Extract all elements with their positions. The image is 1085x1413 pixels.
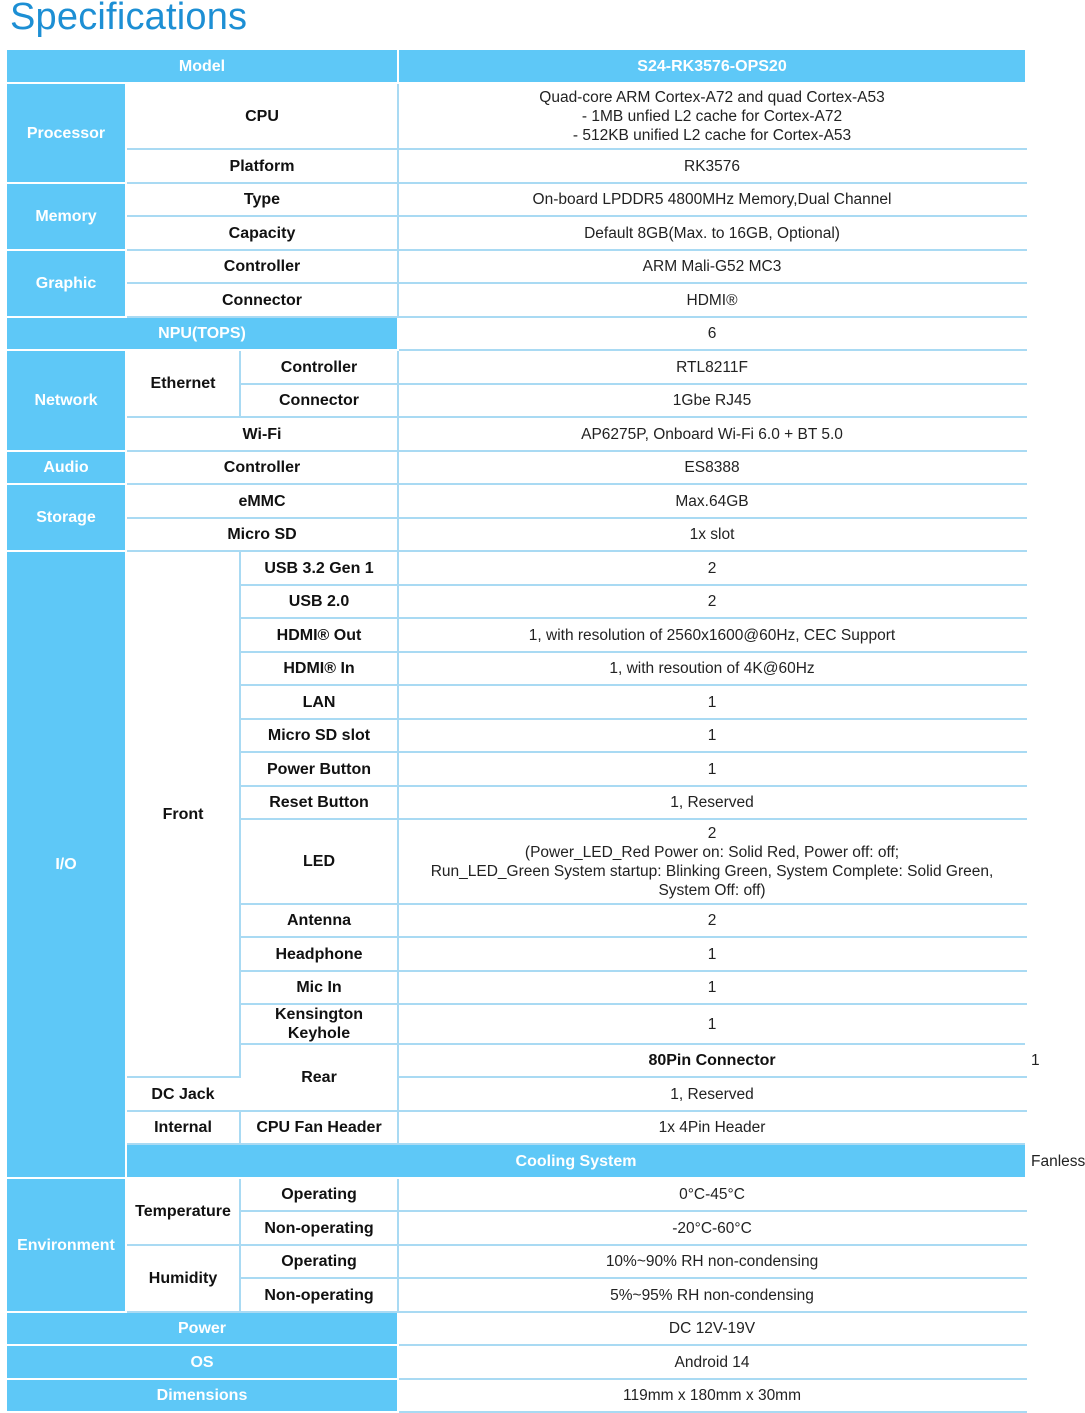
row-label-headphone: Headphone [240, 937, 398, 971]
row-value-temp-operating: 0°C-45°C [398, 1178, 1026, 1211]
row-label-hum-non-operating: Non-operating [240, 1278, 398, 1312]
cpu-line: - 1MB unfied L2 cache for Cortex-A72 [581, 107, 843, 125]
page-title: Specifications [10, 0, 248, 38]
group-processor: Processor [6, 83, 126, 183]
row-value-graphic-connector: HDMI® [398, 283, 1026, 317]
row-label-os: OS [6, 1345, 398, 1379]
row-label-memory-type: Type [126, 183, 398, 216]
row-value-usb20: 2 [398, 585, 1026, 618]
row-value-cpu [398, 83, 1026, 149]
row-value-power-button: 1 [398, 752, 1026, 786]
row-label-emmc: eMMC [126, 484, 398, 518]
table-row [6, 250, 1026, 283]
row-value-graphic-controller: ARM Mali-G52 MC3 [398, 250, 1026, 283]
row-label-temp-non-operating: Non-operating [240, 1211, 398, 1245]
row-value-temp-non-operating: -20°C-60°C [398, 1211, 1026, 1245]
group-storage: Storage [6, 484, 126, 551]
table-row [6, 1379, 1026, 1412]
row-label-graphic-connector: Connector [126, 283, 398, 317]
table-row [6, 484, 1026, 518]
row-value-dc-jack: 1, Reserved [398, 1077, 1026, 1111]
table-row [6, 1178, 1026, 1211]
row-value-led [398, 819, 1026, 904]
row-value-audio-controller: ES8388 [398, 451, 1026, 484]
table-row [6, 149, 1026, 183]
table-row [6, 417, 1026, 451]
subgroup-front: Front [126, 551, 240, 1077]
led-line: System Off: off) [658, 881, 766, 899]
row-label-mic-in: Mic In [240, 971, 398, 1004]
group-environment: Environment [6, 1178, 126, 1312]
row-value-mic-in: 1 [398, 971, 1026, 1004]
table-row [6, 283, 1026, 317]
table-row: Rear 80Pin Connector 1 [6, 1044, 1026, 1077]
row-value-sd-slot: 1 [398, 719, 1026, 752]
row-value-capacity: Default 8GB(Max. to 16GB, Optional) [398, 216, 1026, 250]
row-value-headphone: 1 [398, 937, 1026, 971]
row-value-fan: 1x 4Pin Header [398, 1111, 1026, 1144]
cpu-line: - 512KB unified L2 cache for Cortex-A53 [572, 126, 852, 144]
row-value-hum-operating: 10%~90% RH non-condensing [398, 1245, 1026, 1278]
table-row [6, 1345, 1026, 1379]
table-row [6, 83, 1026, 149]
table-row: Cooling System Fanless [6, 1144, 1026, 1178]
row-value-kensington: 1 [398, 1004, 1026, 1044]
row-value-reset-button: 1, Reserved [398, 786, 1026, 819]
row-label-usb32: USB 3.2 Gen 1 [240, 551, 398, 585]
row-label-kensington: Kensington Keyhole [240, 1004, 398, 1044]
row-label-cpu: CPU [126, 83, 398, 149]
row-label-hdmi-in: HDMI® In [240, 652, 398, 685]
row-value-memory-type: On-board LPDDR5 4800MHz Memory,Dual Channel [398, 183, 1026, 216]
table-row [6, 350, 1026, 384]
row-label-usb20: USB 2.0 [240, 585, 398, 618]
row-value-emmc: Max.64GB [398, 484, 1026, 518]
table-row [6, 451, 1026, 484]
subgroup-temperature: Temperature [126, 1178, 240, 1245]
row-value-os: Android 14 [398, 1345, 1026, 1379]
row-value-ethernet-controller: RTL8211F [398, 350, 1026, 384]
table-row [6, 1312, 1026, 1345]
group-graphic: Graphic [6, 250, 126, 317]
row-value-wifi: AP6275P, Onboard Wi-Fi 6.0 + BT 5.0 [398, 417, 1026, 451]
row-value-npu: 6 [398, 317, 1026, 350]
row-label-cooling: Cooling System [126, 1144, 1026, 1178]
row-value-lan: 1 [398, 685, 1026, 719]
row-label-ethernet-controller: Controller [240, 350, 398, 384]
row-value-hdmi-in: 1, with resoution of 4K@60Hz [398, 652, 1026, 685]
row-label-capacity: Capacity [126, 216, 398, 250]
row-label-platform: Platform [126, 149, 398, 183]
row-label-dc-jack: DC Jack [126, 1077, 240, 1111]
row-value-dimensions: 119mm x 180mm x 30mm [398, 1379, 1026, 1412]
table-header-row [6, 49, 1026, 83]
row-label-power-button: Power Button [240, 752, 398, 786]
row-label-dimensions: Dimensions [6, 1379, 398, 1412]
row-label-wifi: Wi-Fi [126, 417, 398, 451]
subgroup-ethernet: Ethernet [126, 350, 240, 417]
group-memory: Memory [6, 183, 126, 250]
row-label-antenna: Antenna [240, 904, 398, 937]
header-model-label: Model [6, 49, 398, 83]
spec-table [5, 48, 1085, 1413]
cpu-line: Quad-core ARM Cortex-A72 and quad Cortex-A53 [539, 88, 885, 106]
table-row [6, 1245, 1026, 1278]
header-model-value: S24-RK3576-OPS20 [398, 49, 1026, 83]
row-label-microsd: Micro SD [126, 518, 398, 551]
row-value-usb32: 2 [398, 551, 1026, 585]
row-label-ethernet-connector: Connector [240, 384, 398, 417]
table-row [6, 317, 1026, 350]
group-network: Network [6, 350, 126, 451]
row-value-antenna: 2 [398, 904, 1026, 937]
led-line: 2 [707, 824, 717, 842]
group-io: I/O [6, 551, 126, 1178]
led-line: Run_LED_Green System startup: Blinking Green, System Complete: Solid Green, [430, 862, 994, 880]
row-label-audio-controller: Controller [126, 451, 398, 484]
row-label-led: LED [240, 819, 398, 904]
row-label-npu: NPU(TOPS) [6, 317, 398, 350]
table-row [6, 518, 1026, 551]
table-row [6, 1077, 1026, 1111]
row-value-hum-non-operating: 5%~95% RH non-condensing [398, 1278, 1026, 1312]
group-audio: Audio [6, 451, 126, 484]
row-label-sd-slot: Micro SD slot [240, 719, 398, 752]
row-label-power: Power [6, 1312, 398, 1345]
row-value-platform: RK3576 [398, 149, 1026, 183]
table-row [6, 216, 1026, 250]
row-label-lan: LAN [240, 685, 398, 719]
row-label-temp-operating: Operating [240, 1178, 398, 1211]
row-label-80pin: 80Pin Connector [398, 1044, 1026, 1077]
subgroup-internal: Internal [126, 1111, 240, 1144]
led-line: (Power_LED_Red Power on: Solid Red, Power off: off; [524, 843, 900, 861]
row-value-power: DC 12V-19V [398, 1312, 1026, 1345]
subgroup-rear: Rear [240, 1044, 398, 1111]
row-label-fan: CPU Fan Header [240, 1111, 398, 1144]
row-value-microsd: 1x slot [398, 518, 1026, 551]
row-label-hdmi-out: HDMI® Out [240, 618, 398, 652]
subgroup-humidity: Humidity [126, 1245, 240, 1312]
row-label-graphic-controller: Controller [126, 250, 398, 283]
row-label-reset-button: Reset Button [240, 786, 398, 819]
row-value-ethernet-connector: 1Gbe RJ45 [398, 384, 1026, 417]
row-label-hum-operating: Operating [240, 1245, 398, 1278]
row-value-hdmi-out: 1, with resolution of 2560x1600@60Hz, CEC Support [398, 618, 1026, 652]
table-row [6, 183, 1026, 216]
table-row [6, 551, 1026, 585]
table-row [6, 1111, 1026, 1144]
